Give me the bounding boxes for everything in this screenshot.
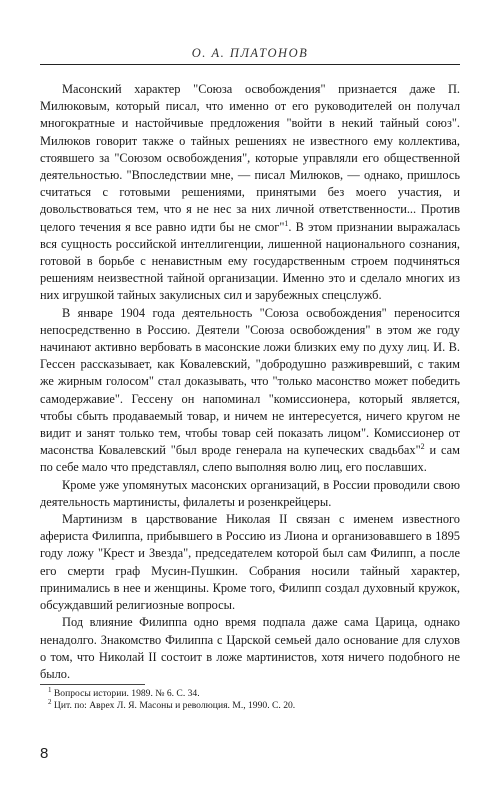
main-text (40, 81, 460, 683)
paragraph-5-text: Под влияние Филиппа одно время подпала даже сама Царица, однако ненадолго. Знакомство Филиппа с Царской семьей дало основание для слухов о том, что Николай II состоит в ложе мартинистов, хотя ничего подобного не было. (40, 615, 460, 681)
paragraph-1-tail: . В этом признании выражалась вся сущность российской интеллигенции, лишенной национального сознания, готовой в борьбе с ненавистным ему государственным строем подчиняться решениям неизвестной тайной организации. Именно это и сделало многих из них игрушкой тайных закулисных сил и зарубежных спецслужб. (40, 219, 460, 303)
paragraph-2-tail: и сам по себе мало что представлял, слепо выполняя волю лиц, его пославших. (40, 443, 460, 475)
running-head (40, 44, 460, 65)
footnote-1-number: 1 (48, 685, 52, 694)
running-head-title: О. А. ПЛАТОНОВ (191, 46, 309, 60)
footnote-ref-1: 1 (284, 218, 289, 228)
page-number: 8 (40, 745, 49, 762)
paragraph-3-text: Кроме уже упомянутых масонских организаций, в России проводили свою деятельность мартинисты, филалеты и розенкрейцеры. (40, 477, 460, 509)
footnote-2 (40, 697, 460, 712)
paragraph-1-text: Масонский характер "Союза освобождения" признается даже П. Милюковым, который писал, что именно от его руководителей он получал многократные и настойчивые предложения "войти в некий тайный союз". Милюков говорит также о тайных решениях не известного ему коллектива, стоявшего за "Союзом освобождения", которые управляли его общественной деятельностью. "Впоследствии мне, — писал Милюков, — однако, пришлось считаться с готовыми решениями, принятыми без моего участия, и довольствоваться тем, что я не нес за них личной ответственности... Против целого течения я все равно идти бы не смог" (40, 82, 460, 234)
paragraph-2 (40, 305, 460, 477)
footnote-ref-2: 2 (420, 442, 425, 452)
paragraph-4 (40, 511, 460, 614)
footnotes (40, 685, 460, 712)
paragraph-3 (40, 477, 460, 511)
footnote-2-number: 2 (48, 697, 52, 706)
footnote-1-text: Вопросы истории. 1989. № 6. С. 34. (53, 688, 200, 699)
paragraph-4-text: Мартинизм в царствование Николая II связан с именем известного афериста Филиппа, прибывшего в Россию из Лиона и организовавшего в 1895 году ложу "Крест и Звезда", председателем которой был сам Филипп, а после его смерти граф Мусин-Пушкин. Собрания носили тайный характер, принимались в нее и женщины. Кроме того, Филипп создал духовный кружок, обсуждавший религиозные вопросы. (40, 512, 460, 613)
paragraph-2-text: В январе 1904 года деятельность "Союза освобождения" переносится непосредственно в Россию. Деятели "Союза освобождения" в этом же году начинают активно вербовать в масонские ложи близких ему по духу лиц. И. В. Гессен рассказывает, как Ковалевский, "добродушно разживревший, с таким же жирным голосом" стал доказывать, что "только масонство может победить самодержавие". Гессену он напоминал "комиссионера, который является, чтобы сбыть продаваемый товар, и ничем не интересуется, ничего кругом не видит и занят только тем, чтобы товар сей показать лицом". Комиссионер от масонства Ковалевский "был вроде генерала на купеческих свадьбах" (40, 305, 460, 458)
paragraph-1 (40, 81, 460, 305)
footnote-1 (40, 685, 460, 700)
footnote-2-text: Цит. по: Аврех Л. Я. Масоны и революция. М., 1990. С. 20. (53, 700, 296, 711)
footnote-divider (40, 684, 145, 685)
paragraph-5 (40, 614, 460, 683)
